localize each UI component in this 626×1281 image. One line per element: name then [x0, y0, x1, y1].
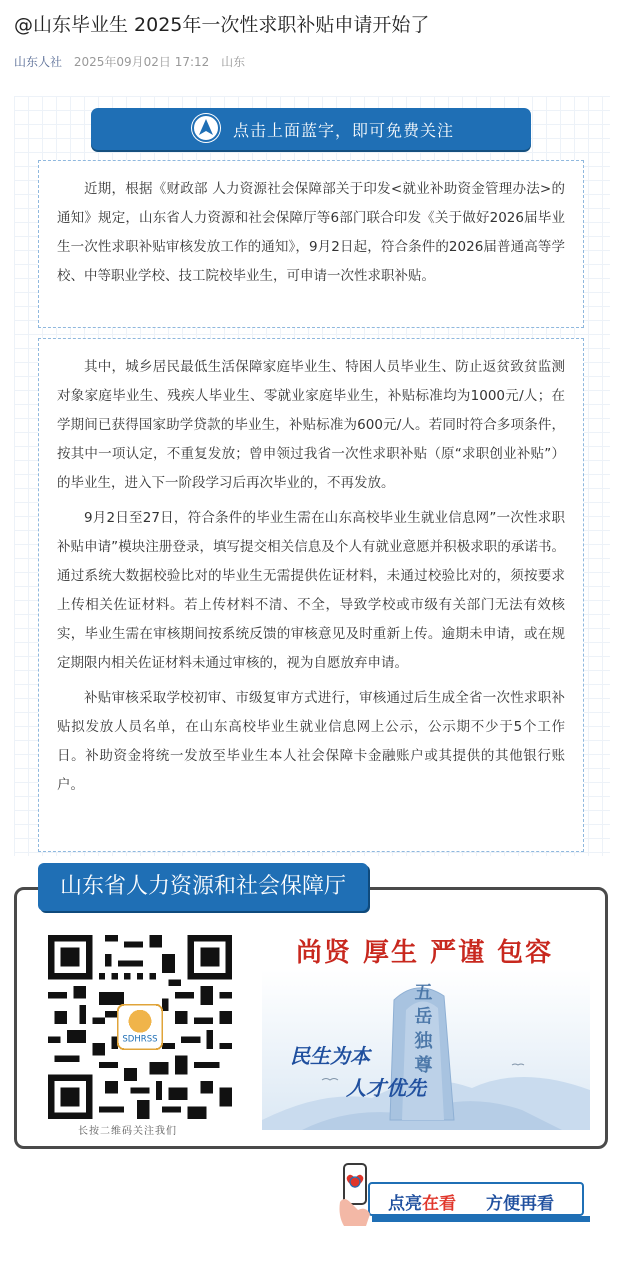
slogan-talent: 人才优先: [346, 1076, 426, 1100]
like-button-suffix: 方便再看: [486, 1194, 554, 1214]
department-name: 山东省人力资源和社会保障厅: [38, 863, 368, 911]
stone-inscription: 五 岳 独 尊: [411, 982, 433, 1074]
intro-box: [38, 160, 584, 328]
paragraph-review: 补贴审核采取学校初审、市级复审方式进行，审核通过后生成全省一次性求职补贴拟发放人员名单，在山东高校毕业生就业信息网上公示，公示期不少于5个工作日。补助资金将统一发放至毕业生本人社会保障卡金融账户或其提供的其他银行账户。: [57, 690, 565, 793]
like-button-shadow: [372, 1216, 590, 1222]
author-link[interactable]: 山东人社: [14, 55, 63, 69]
qr-logo-text: SDHRSS: [122, 1034, 158, 1045]
details-box: [38, 338, 584, 852]
paragraph-intro: 近期，根据《财政部 人力资源社会保障部关于印发<就业补助资金管理办法>的通知》规定，山东省人力资源和社会保障厅等6部门联合印发《关于做好2026届毕业生一次性求职补贴审核发放工作的通知》，9月2日起，符合条件的2026届普通高等学校、中等职业学校、技工院校毕业生，可申请一次性求职补贴。: [57, 181, 565, 284]
paragraph-standards: 其中，城乡居民最低生活保障家庭毕业生、特困人员毕业生、防止返贫致贫监测对象家庭毕业生、残疾人毕业生、零就业家庭毕业生，补贴标准均为1000元/人；在学期间已获得国家助学贷款的毕业生，补贴标准为600元/人。若同时符合多项条件，按其中一项认定，不重复发放；曾申领过我省一次性求职补贴（原“求职创业补贴”）的毕业生，进入下一阶段学习后再次毕业的，不再发放。: [57, 359, 565, 491]
navigation-arrow-icon: [191, 113, 221, 143]
qr-code-image[interactable]: [48, 935, 232, 1119]
publish-location: 山东: [221, 55, 246, 69]
follow-banner-text: 点击上面蓝字，即可免费关注: [233, 121, 455, 140]
slogan-livelihood: 民生为本: [290, 1044, 370, 1068]
publish-date: 2025年09月02日 17:12: [73, 55, 210, 69]
article-title: @山东毕业生 2025年一次性求职补贴申请开始了: [14, 14, 430, 36]
paragraph-application: 9月2日至27日，符合条件的毕业生需在山东高校毕业生就业信息网”一次性求职补贴申请”模块注册登录，填写提交相关信息及个人有就业意愿并积极求职的承诺书。通过系统大数据校验比对的毕业生无需提供佐证材料，未通过校验比对的，须按要求上传相关佐证材料。若上传材料不清、不全，导致学校或市级有关部门无法有效核实，毕业生需在审核期间按系统反馈的审核意见及时重新上传。逾期未申请，或在规定期限内相关佐证材料未通过审核的，视为自愿放弃申请。: [57, 510, 565, 671]
qr-caption: 长按二维码关注我们: [78, 1126, 177, 1137]
phone-hand-icon: [336, 1162, 380, 1228]
like-button[interactable]: [368, 1182, 584, 1216]
core-values-slogan: 尚贤 厚生 严谨 包容: [296, 938, 554, 968]
like-button-label: 点亮在看: [388, 1194, 456, 1214]
article-meta: [14, 53, 253, 70]
follow-banner[interactable]: [91, 108, 531, 150]
like-reminder: [336, 1162, 592, 1236]
